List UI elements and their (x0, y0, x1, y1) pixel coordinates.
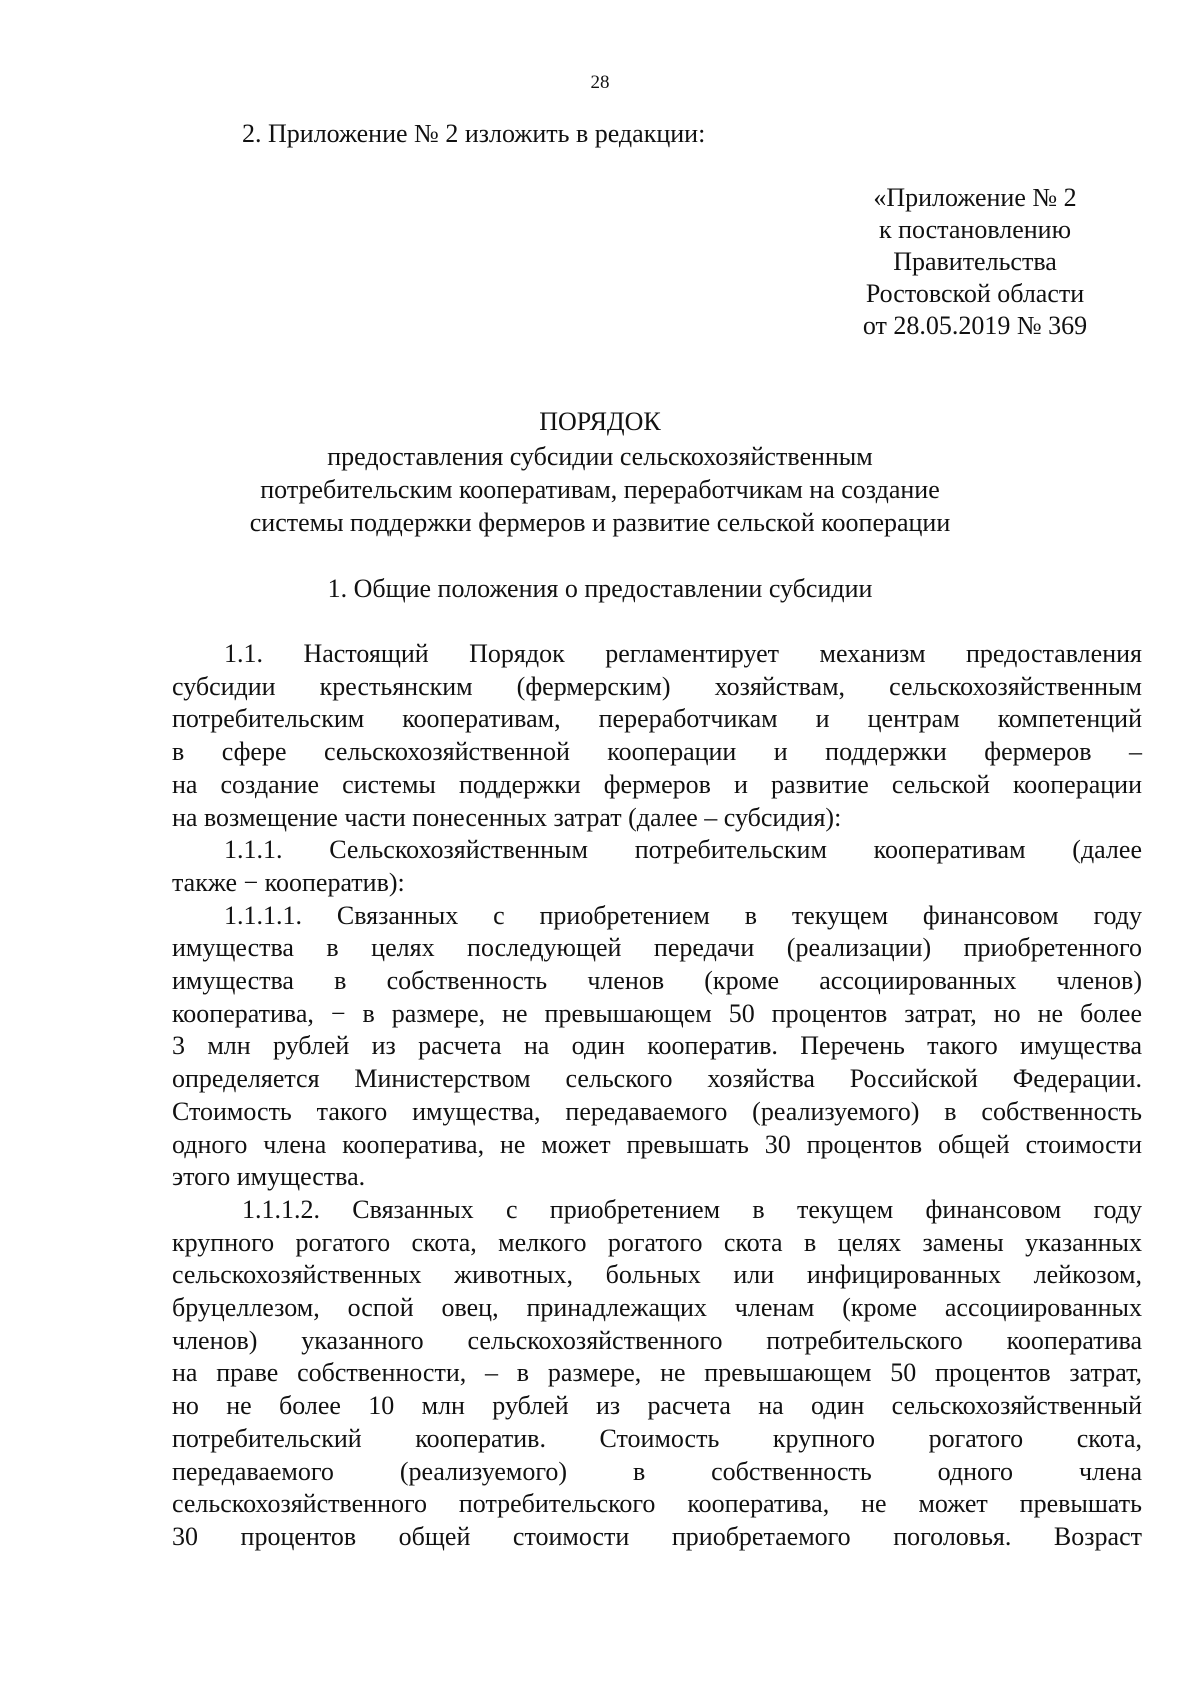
body-text (172, 638, 1142, 1554)
appendix-reference (820, 182, 1130, 342)
text-line: бруцеллезом, оспой овец, принадлежащих членам (кроме ассоциированных (172, 1293, 1142, 1323)
text-line: 1.1.1.1. Связанных с приобретением в текущем финансовом году (224, 900, 1142, 930)
appendix-line: от 28.05.2019 № 369 (862, 311, 1088, 340)
text-line: также − кооператив): (172, 867, 405, 897)
text-line: потребительским кооперативам, переработчикам и центрам компетенций (172, 704, 1142, 734)
text-line: но не более 10 млн рублей из расчета на один сельскохозяйственный (172, 1391, 1142, 1421)
subtitle-line: системы поддержки фермеров и развитие сельской кооперации (249, 508, 951, 537)
text-line: 1.1.1. Сельскохозяйственным потребительским кооперативам (далее (224, 835, 1142, 865)
subtitle-line: потребительским кооперативам, переработчикам на создание (260, 475, 940, 504)
text-line: этого имущества. (172, 1162, 366, 1192)
text-line: 30 процентов общей стоимости приобретаемого поголовья. Возраст (172, 1521, 1142, 1551)
text-line: одного члена кооператива, не может превышать 30 процентов общей стоимости (172, 1129, 1142, 1159)
text-line: сельскохозяйственных животных, больных или инфицированных лейкозом, (172, 1260, 1142, 1290)
text-line: имущества в собственность членов (кроме ассоциированных членов) (172, 966, 1142, 996)
paragraph-1-1-1-2 (172, 1194, 1142, 1554)
text-line: на праве собственности, – в размере, не превышающем 50 процентов затрат, (172, 1358, 1142, 1388)
text-line: на возмещение части понесенных затрат (далее – субсидия): (172, 802, 842, 832)
appendix-line: Ростовской области (865, 279, 1085, 308)
amendment-line: 2. Приложение № 2 изложить в редакции: (242, 119, 706, 148)
paragraph-1-1 (172, 638, 1142, 834)
document-subtitle (0, 440, 1200, 539)
text-line: 1.1. Настоящий Порядок регламентирует механизм предоставления (224, 639, 1142, 668)
text-line: имущества в целях последующей передачи (реализации) приобретенного (172, 933, 1142, 963)
text-line: на создание системы поддержки фермеров и развитие сельской кооперации (172, 769, 1142, 799)
paragraph-1-1-1 (172, 834, 1142, 899)
document-title: ПОРЯДОК (539, 407, 661, 436)
appendix-line: Правительства (893, 247, 1057, 276)
text-line: крупного рогатого скота, мелкого рогатого скота в целях замены указанных (172, 1227, 1142, 1257)
text-line: 3 млн рублей из расчета на один кооператив. Перечень такого имущества (172, 1031, 1142, 1061)
text-line: 1.1.1.2. Связанных с приобретением в текущем финансовом году (242, 1194, 1142, 1224)
appendix-line: «Приложение № 2 (873, 183, 1077, 212)
text-line: кооператива, − в размере, не превышающем 50 процентов затрат, но не более (172, 998, 1142, 1028)
text-line: передаваемого (реализуемого) в собственность одного члена (172, 1456, 1142, 1486)
subtitle-line: предоставления субсидии сельскохозяйственным (327, 442, 873, 471)
text-line: Стоимость такого имущества, передаваемого (реализуемого) в собственность (172, 1096, 1142, 1126)
paragraph-1-1-1-1 (172, 900, 1142, 1194)
section-heading: 1. Общие положения о предоставлении субсидии (327, 574, 873, 603)
text-line: определяется Министерством сельского хозяйства Российской Федерации. (172, 1064, 1142, 1094)
text-line: членов) указанного сельскохозяйственного потребительского кооператива (172, 1325, 1142, 1355)
text-line: потребительский кооператив. Стоимость крупного рогатого скота, (172, 1423, 1142, 1453)
appendix-line: к постановлению (878, 215, 1072, 244)
text-line: в сфере сельскохозяйственной кооперации и поддержки фермеров – (172, 737, 1142, 767)
text-line: субсидии крестьянским (фермерским) хозяйствам, сельскохозяйственным (172, 671, 1142, 701)
text-line: сельскохозяйственного потребительского кооператива, не может превышать (172, 1489, 1142, 1519)
page-number: 28 (590, 72, 610, 93)
